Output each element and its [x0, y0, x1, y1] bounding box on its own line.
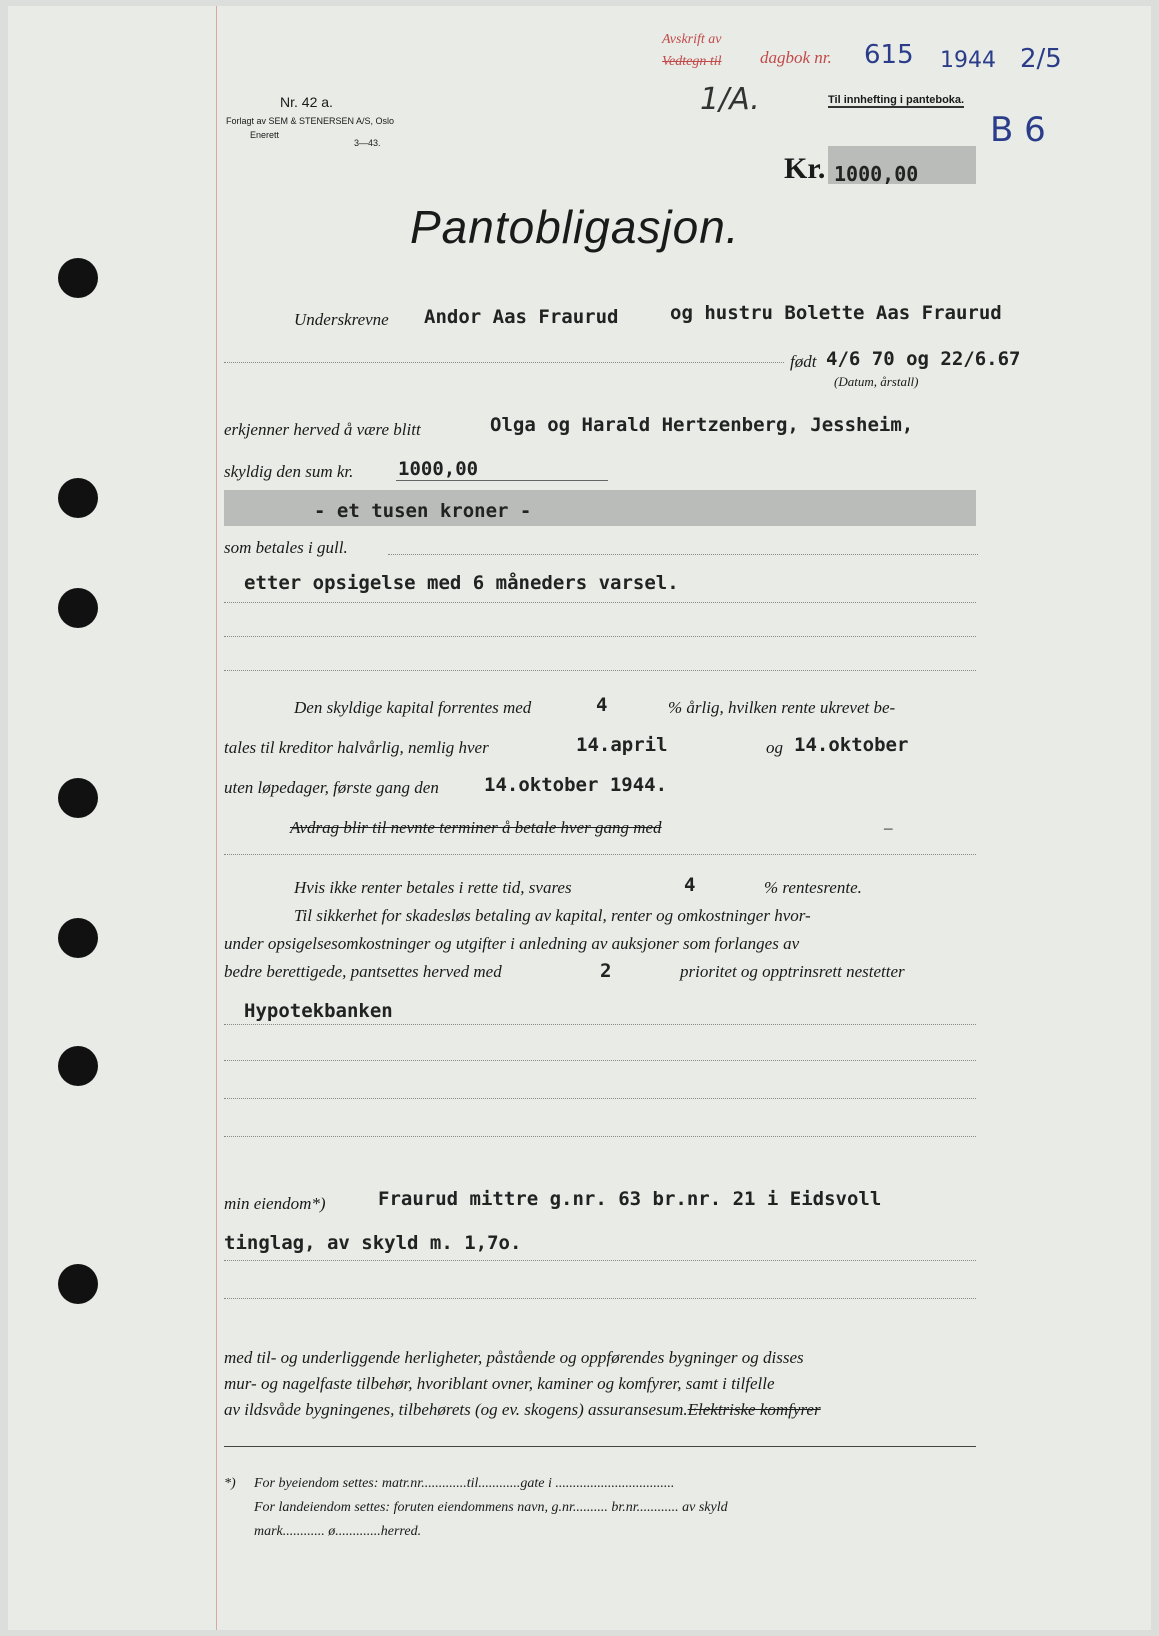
- born-label: født: [790, 352, 817, 371]
- first-date: 14.oktober 1944.: [484, 774, 668, 796]
- property-label: min eiendom*): [224, 1194, 326, 1213]
- interest-rate: 4: [596, 694, 608, 716]
- installment-struck: Avdrag blir til nevnte terminer å betale hver gang med: [290, 818, 662, 837]
- document-page: [8, 6, 1151, 1630]
- stamp-dagbok: dagbok nr.: [760, 48, 832, 67]
- publisher-line: Forlagt av SEM & STENERSEN A/S, Oslo: [226, 116, 395, 126]
- security-line-3-post: prioritet og opptrinsrett nestetter: [680, 962, 905, 981]
- paid-pre: tales til kreditor halvårlig, nemlig hver: [224, 738, 489, 757]
- stamp-number: 615: [864, 40, 914, 70]
- default-rate: 4: [684, 874, 696, 896]
- first-pre: uten løpedager, første gang den: [224, 778, 439, 797]
- stamp-date: 2/5: [1020, 44, 1062, 74]
- stamp-year: 1944: [940, 48, 996, 73]
- security-line-1: Til sikkerhet for skadesløs betaling av kapital, renter og omkostninger hvor-: [294, 906, 811, 925]
- paid-date-1: 14.april: [576, 734, 668, 756]
- property-line-2: tinglag, av skyld m. 1,7o.: [224, 1232, 522, 1254]
- appurtenance-struck: Elektriske komfyrer: [687, 1400, 821, 1419]
- sum-label: skyldig den sum kr.: [224, 462, 354, 481]
- gold-label: som betales i gull.: [224, 538, 348, 557]
- punch-hole: [58, 258, 98, 298]
- security-priority: 2: [600, 960, 612, 982]
- appurtenance-line-3: [224, 1400, 821, 1420]
- document-title: Pantobligasjon.: [410, 201, 740, 253]
- paid-date-2: 14.oktober: [794, 734, 909, 756]
- interest-pre: Den skyldige kapital forrentes med: [294, 698, 532, 717]
- paid-and: og: [766, 738, 783, 757]
- default-pre: Hvis ikke renter betales i rette tid, svares: [294, 878, 572, 897]
- appurtenance-line-1: med til- og underliggende herligheter, påstående og oppførendes bygninger og disses: [224, 1348, 804, 1367]
- prior-lender: Hypotekbanken: [244, 1000, 393, 1022]
- interest-post: % årlig, hvilken rente ukrevet be-: [668, 698, 896, 717]
- born-value: 4/6 70 og 22/6.67: [826, 348, 1021, 370]
- installment-dash: –: [884, 818, 893, 837]
- security-line-2: under opsigelsesomkostninger og utgifter i anledning av auksjoner som forlanges av: [224, 934, 800, 953]
- footnote-line-2: For landeiendom settes: foruten eiendommens navn, g.nr.......... br.nr............ av skyld: [254, 1500, 728, 1515]
- corner-mark: B 6: [990, 110, 1046, 150]
- punch-hole: [58, 1046, 98, 1086]
- initials: 1/A.: [700, 82, 760, 117]
- born-hint: (Datum, årstall): [834, 374, 919, 389]
- stamp-line-1: Avskrift av: [662, 32, 722, 47]
- security-line-3-pre: bedre berettigede, pantsettes herved med: [224, 962, 502, 981]
- terms-value: etter opsigelse med 6 måneders varsel.: [244, 572, 679, 594]
- punch-hole: [58, 478, 98, 518]
- undersigned-value: Andor Aas Fraurud: [424, 306, 619, 328]
- stamp-line-2: Vedtegn til: [662, 54, 722, 69]
- sum-value: 1000,00: [398, 458, 479, 480]
- footnote-line-3: mark............ ø.............herred.: [254, 1524, 422, 1539]
- punch-hole: [58, 588, 98, 628]
- punch-hole: [58, 918, 98, 958]
- sum-words: - et tusen kroner -: [314, 500, 532, 522]
- undersigned-extra: og hustru Bolette Aas Fraurud: [670, 302, 1002, 324]
- appurtenance-line-3-text: av ildsvåde bygningenes, tilbehørets (og ev. skogens) assuransesum.: [224, 1400, 688, 1419]
- footnote-line-1: For byeiendom settes: matr.nr.............til............gate i ..................................: [254, 1476, 675, 1491]
- footnote-marker: *): [224, 1476, 236, 1491]
- binding-note: Til innhefting i panteboka.: [828, 94, 965, 106]
- appurtenance-line-2: mur- og nagelfaste tilbehør, hvoriblant ovner, kaminer og komfyrer, samt i tilfelle: [224, 1374, 775, 1393]
- default-post: % rentesrente.: [764, 878, 862, 897]
- punch-hole: [58, 1264, 98, 1304]
- acknowledge-label: erkjenner herved å være blitt: [224, 420, 421, 439]
- publisher-enerett: Enerett: [250, 130, 280, 140]
- publisher-date: 3—43.: [354, 138, 381, 148]
- margin-line: [216, 6, 217, 1630]
- punch-hole: [58, 778, 98, 818]
- creditor-value: Olga og Harald Hertzenberg, Jessheim,: [490, 414, 914, 436]
- amount-value: 1000,00: [834, 162, 919, 186]
- amount-label: Kr.: [784, 152, 826, 185]
- undersigned-label: Underskrevne: [294, 310, 389, 329]
- form-number: Nr. 42 a.: [280, 94, 333, 110]
- property-line-1: Fraurud mittre g.nr. 63 br.nr. 21 i Eidsvoll: [378, 1188, 882, 1210]
